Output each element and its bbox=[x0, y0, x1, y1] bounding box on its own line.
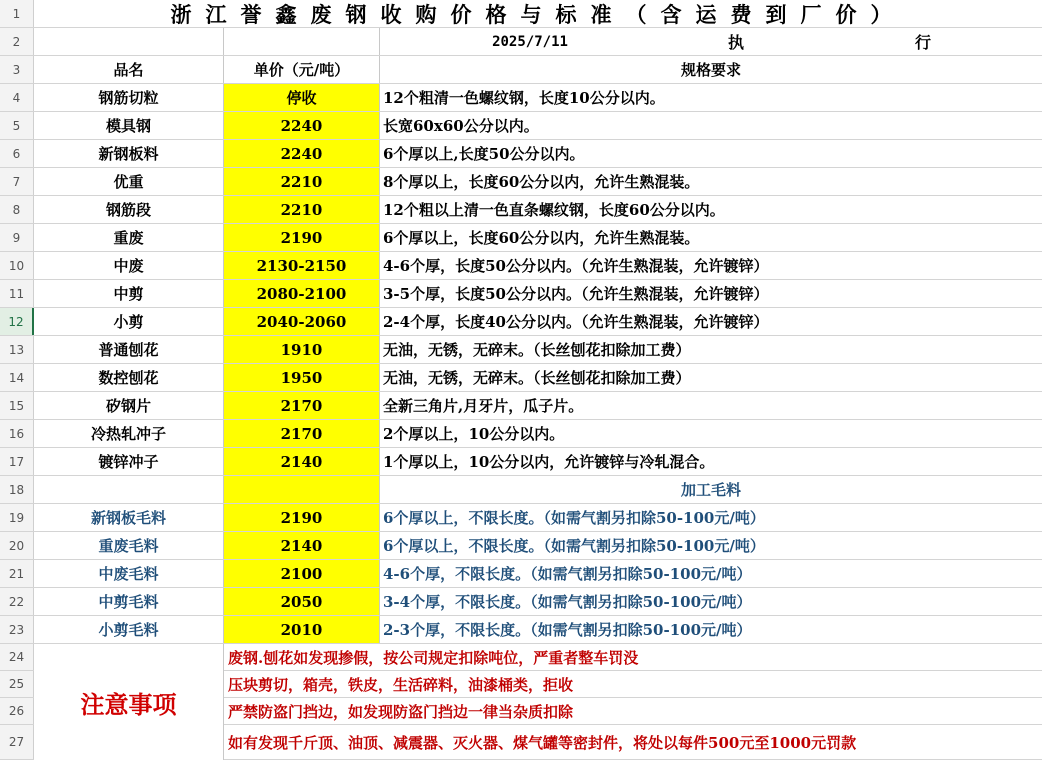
row-number[interactable]: 8 bbox=[0, 196, 34, 223]
table-row[interactable] bbox=[0, 196, 1042, 224]
table-row[interactable] bbox=[0, 224, 1042, 252]
item-name-cell[interactable]: 钢筋切粒 bbox=[34, 84, 224, 111]
price-cell[interactable]: 2010 bbox=[224, 616, 380, 643]
table-row[interactable] bbox=[0, 84, 1042, 112]
spec-cell[interactable]: 6个厚以上,长度50公分以内。 bbox=[383, 145, 585, 163]
item-name-cell[interactable]: 中废毛料 bbox=[34, 560, 224, 587]
spec-cell[interactable]: 4-6个厚，长度50公分以内。（允许生熟混装，允许镀锌） bbox=[383, 257, 769, 275]
row-number[interactable]: 18 bbox=[0, 476, 34, 503]
note-cell[interactable]: 如有发现千斤顶、油顶、减震器、灭火器、煤气罐等密封件，将处以每件500元至1000元罚款 bbox=[228, 733, 857, 752]
table-row[interactable] bbox=[0, 252, 1042, 280]
row-number[interactable]: 20 bbox=[0, 532, 34, 559]
price-cell[interactable]: 停收 bbox=[224, 84, 380, 111]
price-cell[interactable]: 2170 bbox=[224, 420, 380, 447]
empty-cell[interactable] bbox=[34, 476, 224, 503]
item-name-cell[interactable]: 小剪 bbox=[34, 308, 224, 335]
price-cell[interactable] bbox=[224, 476, 380, 503]
empty-cell[interactable] bbox=[224, 28, 380, 55]
item-name-cell[interactable]: 数控刨花 bbox=[34, 364, 224, 391]
spec-cell[interactable]: 2-3个厚，不限长度。（如需气割另扣除50-100元/吨） bbox=[383, 621, 752, 639]
table-row[interactable] bbox=[0, 140, 1042, 168]
spec-cell[interactable]: 3-5个厚，长度50公分以内。（允许生熟混装，允许镀锌） bbox=[383, 285, 769, 303]
spec-cell[interactable]: 8个厚以上，长度60公分以内，允许生熟混装。 bbox=[383, 173, 700, 191]
row-number[interactable]: 9 bbox=[0, 224, 34, 251]
item-name-cell[interactable]: 重废毛料 bbox=[34, 532, 224, 559]
spec-cell[interactable]: 全新三角片,月牙片，瓜子片。 bbox=[383, 397, 584, 415]
price-cell[interactable]: 2140 bbox=[224, 448, 380, 475]
item-name-cell[interactable]: 模具钢 bbox=[34, 112, 224, 139]
title-row[interactable] bbox=[0, 0, 1042, 28]
spec-cell[interactable]: 4-6个厚，不限长度。（如需气割另扣除50-100元/吨） bbox=[383, 565, 752, 583]
raw-section-row[interactable] bbox=[0, 476, 1042, 504]
item-name-cell[interactable]: 新钢板料 bbox=[34, 140, 224, 167]
row-number[interactable]: 27 bbox=[0, 725, 34, 759]
price-cell[interactable]: 2210 bbox=[224, 168, 380, 195]
spec-cell[interactable]: 2-4个厚，长度40公分以内。（允许生熟混装，允许镀锌） bbox=[383, 313, 769, 331]
price-cell[interactable]: 1950 bbox=[224, 364, 380, 391]
item-name-cell[interactable]: 镀锌冲子 bbox=[34, 448, 224, 475]
table-row[interactable] bbox=[0, 364, 1042, 392]
date-cell[interactable]: 2025/7/11 bbox=[492, 33, 568, 50]
row-number[interactable]: 16 bbox=[0, 420, 34, 447]
table-row[interactable] bbox=[0, 448, 1042, 476]
price-cell[interactable]: 2080-2100 bbox=[224, 280, 380, 307]
item-name-cell[interactable]: 普通刨花 bbox=[34, 336, 224, 363]
table-row[interactable] bbox=[0, 112, 1042, 140]
table-row[interactable] bbox=[0, 504, 1042, 532]
row-number[interactable]: 4 bbox=[0, 84, 34, 111]
table-row[interactable] bbox=[0, 616, 1042, 644]
spec-cell[interactable]: 6个厚以上，不限长度。（如需气割另扣除50-100元/吨） bbox=[383, 509, 765, 527]
spec-cell[interactable]: 6个厚以上，长度60公分以内，允许生熟混装。 bbox=[383, 229, 700, 247]
item-name-cell[interactable]: 优重 bbox=[34, 168, 224, 195]
price-cell[interactable]: 2190 bbox=[224, 504, 380, 531]
table-row[interactable] bbox=[0, 420, 1042, 448]
table-row[interactable] bbox=[0, 588, 1042, 616]
price-cell[interactable]: 2170 bbox=[224, 392, 380, 419]
price-cell[interactable]: 2040-2060 bbox=[224, 308, 380, 335]
row-number[interactable]: 15 bbox=[0, 392, 34, 419]
row-number[interactable]: 2 bbox=[0, 28, 34, 55]
item-name-cell[interactable]: 小剪毛料 bbox=[34, 616, 224, 643]
spec-cell[interactable]: 长宽60x60公分以内。 bbox=[383, 117, 539, 135]
price-cell[interactable]: 2240 bbox=[224, 140, 380, 167]
spec-cell[interactable]: 无油，无锈，无碎末。（长丝刨花扣除加工费） bbox=[383, 341, 691, 359]
price-cell[interactable]: 1910 bbox=[224, 336, 380, 363]
item-name-cell[interactable]: 中废 bbox=[34, 252, 224, 279]
row-number[interactable]: 10 bbox=[0, 252, 34, 279]
spec-cell[interactable]: 12个粗以上清一色直条螺纹钢，长度60公分以内。 bbox=[383, 201, 725, 219]
row-number[interactable]: 3 bbox=[0, 56, 34, 83]
row-number[interactable]: 13 bbox=[0, 336, 34, 363]
sheet-title[interactable]: 浙江誉鑫废钢收购价格与标准（含运费到厂价） bbox=[170, 2, 906, 27]
row-number[interactable]: 14 bbox=[0, 364, 34, 391]
item-name-cell[interactable]: 冷热轧冲子 bbox=[34, 420, 224, 447]
table-row[interactable] bbox=[0, 560, 1042, 588]
spec-cell[interactable]: 1个厚以上，10公分以内，允许镀锌与冷轧混合。 bbox=[383, 453, 715, 471]
price-cell[interactable]: 2100 bbox=[224, 560, 380, 587]
raw-section-label[interactable]: 加工毛料 bbox=[680, 481, 741, 499]
item-name-cell[interactable]: 中剪 bbox=[34, 280, 224, 307]
spec-cell[interactable]: 无油，无锈，无碎末。（长丝刨花扣除加工费） bbox=[383, 369, 691, 387]
row-number[interactable]: 25 bbox=[0, 671, 34, 697]
row-number[interactable]: 12 bbox=[0, 308, 34, 335]
table-row[interactable] bbox=[0, 392, 1042, 420]
row-number[interactable]: 1 bbox=[0, 0, 34, 27]
row-number[interactable]: 24 bbox=[0, 644, 34, 670]
price-cell[interactable]: 2050 bbox=[224, 588, 380, 615]
spec-cell[interactable]: 2个厚以上，10公分以内。 bbox=[383, 425, 565, 443]
row-number[interactable]: 23 bbox=[0, 616, 34, 643]
item-name-cell[interactable]: 矽钢片 bbox=[34, 392, 224, 419]
price-cell[interactable]: 2240 bbox=[224, 112, 380, 139]
spec-cell[interactable]: 12个粗清一色螺纹钢，长度10公分以内。 bbox=[383, 89, 665, 107]
header-price[interactable]: 单价（元/吨） bbox=[224, 56, 380, 83]
exec-label-1: 执 bbox=[728, 33, 745, 52]
price-cell[interactable]: 2140 bbox=[224, 532, 380, 559]
note-cell[interactable]: 严禁防盗门挡边，如发现防盗门挡边一律当杂质扣除 bbox=[228, 702, 574, 721]
note-cell[interactable]: 压块剪切，箱壳，铁皮，生活碎料，油漆桶类，拒收 bbox=[228, 675, 574, 694]
item-name-cell[interactable]: 钢筋段 bbox=[34, 196, 224, 223]
empty-cell[interactable] bbox=[34, 28, 224, 55]
row-number[interactable]: 6 bbox=[0, 140, 34, 167]
row-number[interactable]: 22 bbox=[0, 588, 34, 615]
table-row[interactable] bbox=[0, 532, 1042, 560]
header-row[interactable] bbox=[0, 56, 1042, 84]
row-number[interactable]: 7 bbox=[0, 168, 34, 195]
table-row[interactable] bbox=[0, 336, 1042, 364]
table-row[interactable] bbox=[0, 308, 1042, 336]
exec-label-2: 行 bbox=[915, 33, 932, 52]
row-number[interactable]: 19 bbox=[0, 504, 34, 531]
row-number[interactable]: 26 bbox=[0, 698, 34, 724]
header-name[interactable]: 品名 bbox=[34, 56, 224, 83]
price-cell[interactable]: 2130-2150 bbox=[224, 252, 380, 279]
price-cell[interactable]: 2190 bbox=[224, 224, 380, 251]
spec-cell[interactable]: 3-4个厚，不限长度。（如需气割另扣除50-100元/吨） bbox=[383, 593, 752, 611]
row-number[interactable]: 21 bbox=[0, 560, 34, 587]
table-row[interactable] bbox=[0, 168, 1042, 196]
row-number[interactable]: 11 bbox=[0, 280, 34, 307]
notes-title[interactable]: 注意事项 bbox=[34, 644, 224, 760]
header-spec[interactable]: 规格要求 bbox=[680, 61, 741, 79]
row-number[interactable]: 17 bbox=[0, 448, 34, 475]
spec-cell[interactable]: 6个厚以上，不限长度。（如需气割另扣除50-100元/吨） bbox=[383, 537, 765, 555]
item-name-cell[interactable]: 重废 bbox=[34, 224, 224, 251]
price-cell[interactable]: 2210 bbox=[224, 196, 380, 223]
item-name-cell[interactable]: 新钢板毛料 bbox=[34, 504, 224, 531]
date-row[interactable] bbox=[0, 28, 1042, 56]
note-cell[interactable]: 废钢.刨花如发现掺假，按公司规定扣除吨位，严重者整车罚没 bbox=[228, 648, 639, 667]
item-name-cell[interactable]: 中剪毛料 bbox=[34, 588, 224, 615]
table-row[interactable] bbox=[0, 280, 1042, 308]
row-number[interactable]: 5 bbox=[0, 112, 34, 139]
